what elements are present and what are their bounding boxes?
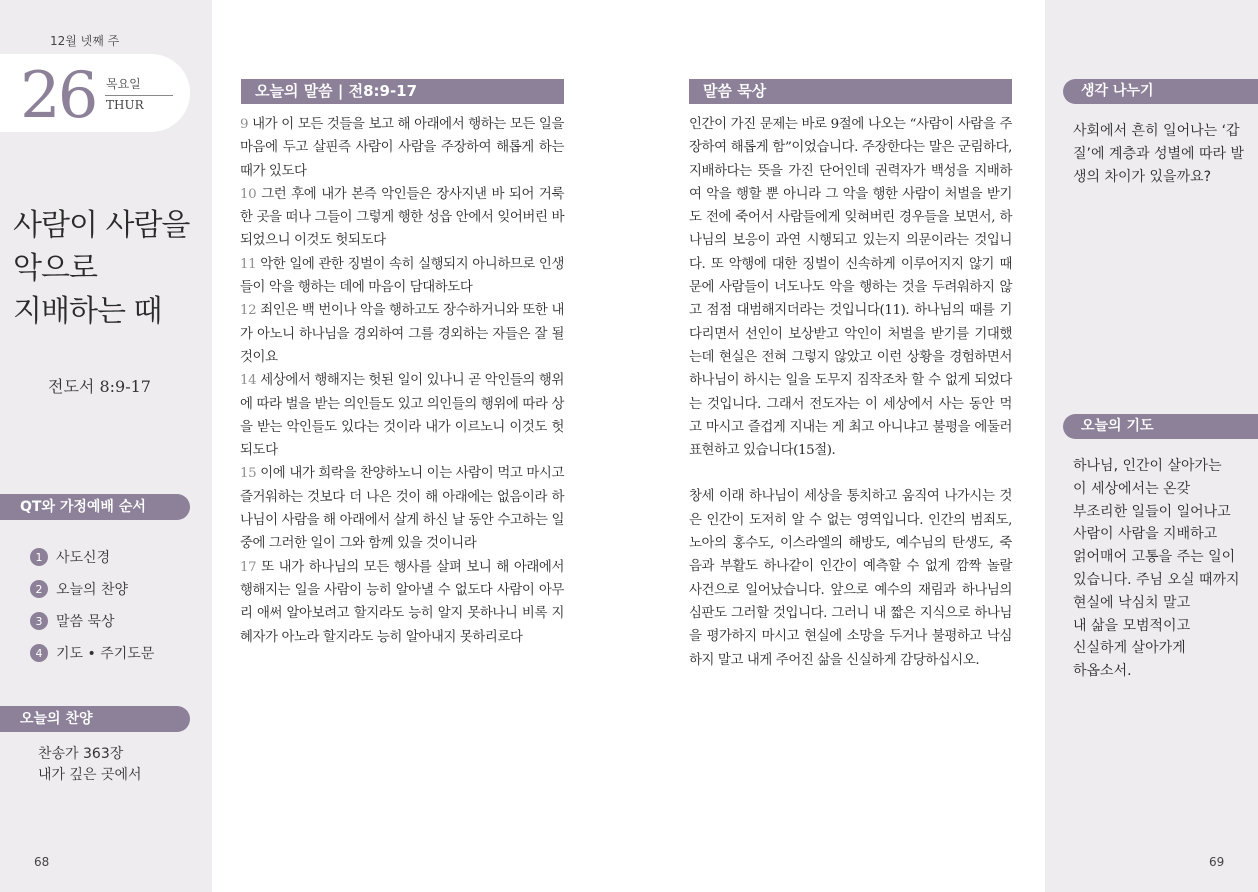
list-item [30, 541, 154, 573]
title-line: 지배하는 때 [13, 294, 162, 329]
todays-hymn-header: 오늘의 찬양 [0, 706, 190, 732]
verse-text: 또 내가 하나님의 모든 행사를 살펴 보니 해 아래에서 행해지는 일을 사람이 능히 알아낼 수 없도다 사람이 아무리 애써 알아보려고 할지라도 능히 알지 못하나니 비록 지혜자가 아노라 할지라도 능히 알아내지 못하리로다 [240, 559, 565, 645]
todays-prayer-text: 하나님, 인간이 살아가는 이 세상에서는 온갖 부조리한 일들이 일어나고 사람이 사람을 지배하고 얽어매어 고통을 주는 일이 있습니다. 주님 오실 때까지 현실에 낙심치 말고 내 삶을 모범적이고 신실하게 살아가게 하옵소서. [1073, 458, 1240, 680]
scripture-reference: 전도서 8:9-17 [48, 377, 151, 396]
list-item-label: 오늘의 찬양 [56, 582, 129, 598]
verse-number: 17 [240, 559, 257, 575]
todays-word-header: 오늘의 말씀 | 전8:9-17 [241, 79, 564, 104]
list-item [30, 573, 154, 605]
verse-number: 9 [240, 117, 249, 132]
meditation-paragraph: 인간이 가진 문제는 바로 9절에 나오는 “사람이 사람을 주장하여 해롭게 함”이었습니다. 주장한다는 말은 군림하다, 지배하다는 뜻을 가진 단어인데 권력자가 백성을 지배하여 악을 행할 뿐 아니라 그 악을 행한 사람이 처벌을 받기도 전에 죽어서 사람들에게 잊혀버린 경우들을 보면서, 하나님의 보응이 과연 시행되고 있는지 의문이라는 것입니다. 또 악행에 대한 징벌이 신속하게 이루어지지 않기 때문에 사람들이 너도나도 악을 행하는 것을 두려워하지 않고 점점 대범해지더라는 것입니다(11). 하나님의 때를 기다리면서 선인이 보상받고 악인이 처벌을 받기를 기대했는데 현실은 전혀 그렇지 않았고 이런 상황을 경험하면서 하나님이 하시는 일을 도무지 짐작조차 할 수 없게 되었다는 것입니다. 그래서 전도자는 이 세상에서 사는 동안 먹고 마시고 즐겁게 지내는 게 최고 아니냐고 불평을 에둘러 표현하고 있습니다(15절). [689, 117, 1012, 459]
title-line: 악으로 [13, 251, 97, 286]
number-badge: 1 [30, 548, 48, 566]
day-number: 26 [20, 59, 96, 133]
hymn-number: 찬송가 363장 [38, 746, 124, 762]
todays-prayer-header: 오늘의 기도 [1063, 414, 1258, 439]
meditation-text [689, 113, 1012, 672]
verse [240, 183, 564, 253]
worship-order-header: QT와 가정예배 순서 [0, 494, 190, 520]
meditation-header: 말씀 묵상 [689, 79, 1012, 104]
verse-text: 죄인은 백 번이나 악을 행하고도 장수하거니와 또한 내가 아노니 하나님을 경외하여 그를 경외하는 자들은 잘 될 것이요 [240, 303, 564, 365]
verse-text: 세상에서 행해지는 헛된 일이 있나니 곧 악인들의 행위에 따라 벌을 받는 의인들도 있고 의인들의 행위에 따라 상을 받는 악인들도 있다는 것이라 내가 이르노니 이것도 헛되도다 [240, 373, 564, 459]
number-badge: 4 [30, 644, 48, 662]
hymn-title: 내가 깊은 곳에서 [38, 767, 142, 783]
weekday-divider [105, 95, 173, 96]
title-line: 사람이 사람을 [13, 208, 190, 243]
weekday-english: THUR [106, 98, 144, 112]
worship-order-list [30, 541, 154, 669]
hymn-info [38, 744, 142, 786]
verse [240, 113, 564, 183]
verse-number: 10 [240, 186, 257, 202]
verse-number: 12 [240, 303, 257, 319]
page-number-left: 68 [34, 855, 50, 869]
verse [240, 299, 564, 369]
share-thoughts-text: 사회에서 흔히 일어나는 ‘갑질’에 계층과 성별에 따라 발생의 차이가 있을까요? [1073, 123, 1245, 185]
verse [240, 369, 564, 462]
page-number-right: 69 [1209, 855, 1225, 869]
list-item-label: 말씀 묵상 [56, 614, 115, 630]
number-badge: 3 [30, 612, 48, 630]
verse [240, 253, 564, 300]
verse [240, 556, 564, 649]
verse-text: 악한 일에 관한 징벌이 속히 실행되지 아니하므로 인생들이 악을 행하는 데에 마음이 담대하도다 [240, 256, 564, 296]
list-item-label: 기도 • 주기도문 [56, 646, 155, 662]
verse-text: 내가 이 모든 것들을 보고 해 아래에서 행하는 모든 일을 마음에 두고 살핀즉 사람이 사람을 주장하여 해롭게 하는 때가 있도다 [240, 117, 565, 179]
number-badge: 2 [30, 580, 48, 598]
verse-number: 15 [240, 466, 257, 482]
weekday-korean: 목요일 [106, 77, 141, 91]
verse-number: 14 [240, 373, 257, 389]
list-item [30, 637, 154, 669]
devotion-title [13, 204, 208, 333]
meditation-paragraph: 창세 이래 하나님이 세상을 통치하고 움직여 나가시는 것은 인간이 도저히 알 수 없는 영역입니다. 인간의 범죄도, 노아의 홍수도, 이스라엘의 해방도, 예수님의 탄생도, 죽음과 부활도 하나같이 인간이 예측할 수 없게 깜짝 놀랄 사건으로 일어났습니다. 앞으로 예수의 재림과 하나님의 심판도 그러할 것입니다. 그러니 내 짧은 지식으로 하나님을 평가하지 마시고 현실에 소망을 두거나 불평하고 낙심하지 말고 내게 주어진 삶을 신실하게 감당하십시오. [689, 489, 1012, 668]
verse-text: 이에 내가 희락을 찬양하노니 이는 사람이 먹고 마시고 즐거워하는 것보다 더 나은 것이 해 아래에는 없음이라 하나님이 사람을 해 아래에서 살게 하신 날 동안 수고하는 일 중에 그러한 일이 그와 함께 있을 것이니라 [240, 466, 564, 552]
share-thoughts-header: 생각 나누기 [1063, 79, 1258, 104]
list-item [30, 605, 154, 637]
scripture-text [240, 113, 564, 649]
verse-number: 11 [240, 256, 257, 272]
list-item-label: 사도신경 [56, 550, 111, 566]
week-label: 12월 넷째 주 [50, 34, 120, 48]
verse [240, 462, 564, 555]
verse-text: 그런 후에 내가 본즉 악인들은 장사지낸 바 되어 거룩한 곳을 떠나 그들이 그렇게 행한 성읍 안에서 잊어버린 바 되었으니 이것도 헛되도다 [240, 186, 565, 249]
